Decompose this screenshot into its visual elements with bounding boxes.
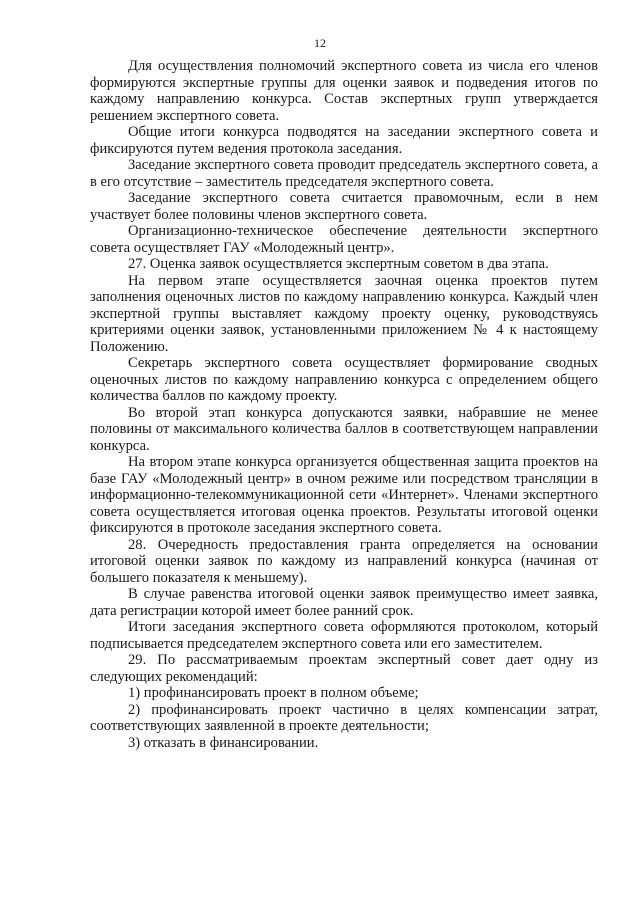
paragraph-technical-support: Организационно-техническое обеспечение деятельности экспертного совета осуществляет ГАУ «Молодежный центр». (90, 223, 598, 256)
paragraph-item-27: 27. Оценка заявок осуществляется экспертным советом в два этапа. (128, 256, 549, 272)
paragraph-expert-groups: Для осуществления полномочий экспертного совета из числа его членов формируются экспертные группы для оценки заявок и подведения итогов по каждому направлению конкурса. Состав экспертных групп утверждается решением экспертного совета. (90, 58, 598, 124)
paragraph-meeting-chair: Заседание экспертного совета проводит председатель экспертного совета, а в его отсутствие – заместитель председателя экспертного совета. (90, 157, 598, 190)
paragraph-secretary: Секретарь экспертного совета осуществляет формирование сводных оценочных листов по каждому направлению конкурса с определением общего количества баллов по каждому проекту. (90, 355, 598, 404)
paragraph-tie-break: В случае равенства итоговой оценки заявок преимущество имеет заявка, дата регистрации которой имеет более ранний срок. (90, 586, 598, 619)
paragraph-second-stage-admission: Во второй этап конкурса допускаются заявки, набравшие не менее половины от максимального количества баллов в соответствующем направлении конкурса. (90, 404, 598, 454)
paragraph-item-29: 29. По рассматриваемым проектам экспертный совет дает одну из следующих рекомендаций: (90, 652, 598, 685)
paragraph-quorum: Заседание экспертного совета считается правомочным, если в нем участвует более половины членов экспертного совета. (90, 190, 598, 223)
page-number: 12 (314, 36, 326, 50)
list-item-3: 3) отказать в финансировании. (128, 734, 319, 751)
list-item-1: 1) профинансировать проект в полном объеме; (128, 685, 419, 701)
paragraph-item-28: 28. Очередность предоставления гранта определяется на основании итоговой оценки заявок по каждому из направлений конкурса (начиная от большего показателя к меньшему). (90, 536, 598, 586)
paragraph-first-stage: На первом этапе осуществляется заочная оценка проектов путем заполнения оценочных листов по каждому направлению конкурса. Каждый член экспертной группы выставляет каждому проекту оценку, руководствуясь критериями оценки заявок, установленными приложением № 4 к настоящему Положению. (90, 272, 598, 355)
paragraph-protocol: Итоги заседания экспертного совета оформляются протоколом, который подписывается председателем экспертного совета или его заместителем. (90, 619, 598, 652)
document-body (90, 58, 598, 751)
paragraph-second-stage-defense: На втором этапе конкурса организуется общественная защита проектов на базе ГАУ «Молодежный центр» в очном режиме или посредством трансляции в информационно-телекоммуникационной сети «Интернет». Членами экспертного совета осуществляется итоговая оценка проектов. Результаты итоговой оценки фиксируются в протоколе заседания экспертного совета. (90, 454, 598, 536)
list-item-2: 2) профинансировать проект частично в целях компенсации затрат, соответствующих заявленной в проекте деятельности; (90, 701, 598, 734)
paragraph-contest-results: Общие итоги конкурса подводятся на заседании экспертного совета и фиксируются путем ведения протокола заседания. (90, 124, 598, 157)
